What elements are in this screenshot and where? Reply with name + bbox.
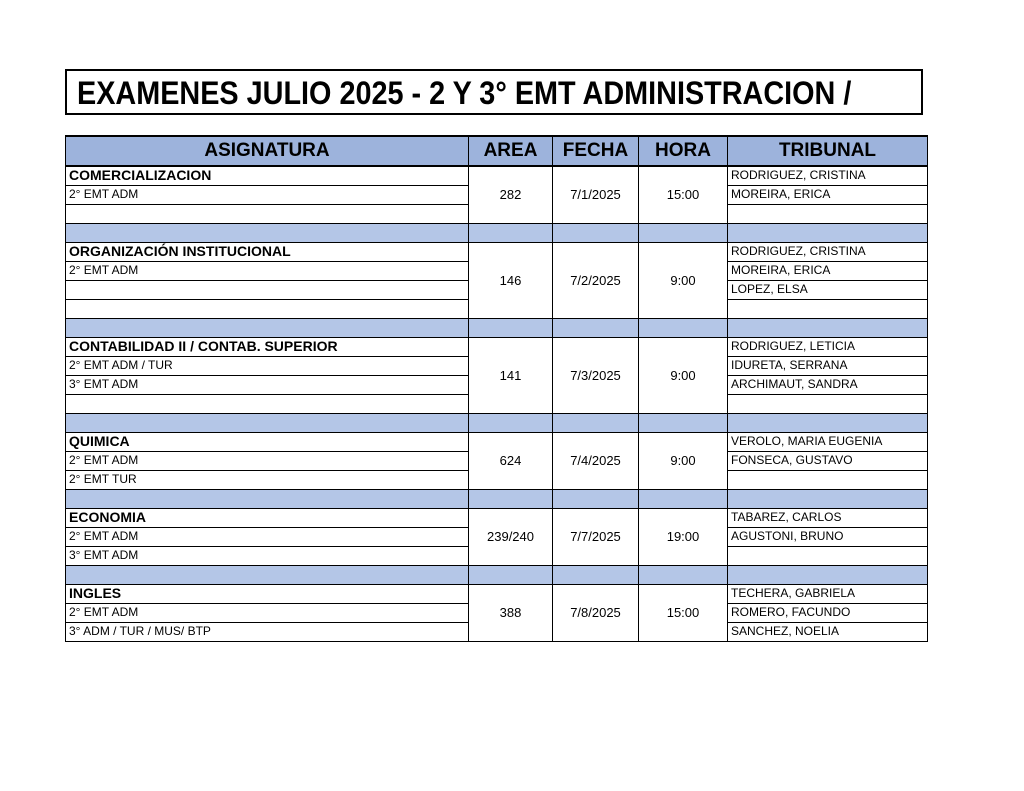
separator-cell xyxy=(728,223,928,242)
table-row xyxy=(66,584,928,603)
table-row xyxy=(66,242,928,261)
separator-cell xyxy=(553,489,639,508)
date-value: 7/1/2025 xyxy=(553,166,639,223)
group-name: 2° EMT ADM xyxy=(66,451,469,470)
separator-cell xyxy=(728,318,928,337)
tribunal-member: RODRIGUEZ, LETICIA xyxy=(728,337,928,356)
column-header-area: AREA xyxy=(469,136,553,166)
tribunal-member: SANCHEZ, NOELIA xyxy=(728,622,928,641)
separator-cell xyxy=(639,489,728,508)
date-value: 7/7/2025 xyxy=(553,508,639,565)
group-name: 2° EMT ADM xyxy=(66,527,469,546)
exam-table-body xyxy=(66,166,928,641)
group-name: 2° EMT TUR xyxy=(66,470,469,489)
date-value: 7/4/2025 xyxy=(553,432,639,489)
area-value: 141 xyxy=(469,337,553,413)
empty-cell xyxy=(66,280,469,299)
group-name: 2° EMT ADM xyxy=(66,185,469,204)
separator-cell xyxy=(469,489,553,508)
table-row xyxy=(66,508,928,527)
separator-cell xyxy=(66,223,469,242)
column-header-hora: HORA xyxy=(639,136,728,166)
separator-row xyxy=(66,565,928,584)
time-value: 9:00 xyxy=(639,337,728,413)
empty-cell xyxy=(728,394,928,413)
group-name: 3° EMT ADM xyxy=(66,546,469,565)
subject-name: INGLES xyxy=(66,584,469,603)
separator-row xyxy=(66,413,928,432)
date-value: 7/3/2025 xyxy=(553,337,639,413)
separator-cell xyxy=(728,489,928,508)
group-name: 2° EMT ADM xyxy=(66,603,469,622)
tribunal-member: LOPEZ, ELSA xyxy=(728,280,928,299)
area-value: 388 xyxy=(469,584,553,641)
separator-cell xyxy=(728,565,928,584)
separator-row xyxy=(66,489,928,508)
tribunal-member: AGUSTONI, BRUNO xyxy=(728,527,928,546)
empty-cell xyxy=(66,394,469,413)
separator-cell xyxy=(639,565,728,584)
tribunal-member: TABAREZ, CARLOS xyxy=(728,508,928,527)
separator-cell xyxy=(469,565,553,584)
time-value: 15:00 xyxy=(639,166,728,223)
table-row xyxy=(66,432,928,451)
tribunal-member: MOREIRA, ERICA xyxy=(728,261,928,280)
tribunal-member: TECHERA, GABRIELA xyxy=(728,584,928,603)
time-value: 15:00 xyxy=(639,584,728,641)
separator-cell xyxy=(553,565,639,584)
separator-cell xyxy=(728,413,928,432)
tribunal-member: MOREIRA, ERICA xyxy=(728,185,928,204)
separator-cell xyxy=(66,413,469,432)
date-value: 7/8/2025 xyxy=(553,584,639,641)
tribunal-member: IDURETA, SERRANA xyxy=(728,356,928,375)
separator-cell xyxy=(469,413,553,432)
time-value: 9:00 xyxy=(639,242,728,318)
subject-name: ORGANIZACIÓN INSTITUCIONAL xyxy=(66,242,469,261)
tribunal-member: RODRIGUEZ, CRISTINA xyxy=(728,166,928,185)
separator-cell xyxy=(469,318,553,337)
tribunal-member: ROMERO, FACUNDO xyxy=(728,603,928,622)
separator-cell xyxy=(553,413,639,432)
separator-cell xyxy=(66,318,469,337)
area-value: 282 xyxy=(469,166,553,223)
separator-cell xyxy=(639,223,728,242)
area-value: 624 xyxy=(469,432,553,489)
group-name: 3° EMT ADM xyxy=(66,375,469,394)
empty-cell xyxy=(66,299,469,318)
empty-cell xyxy=(66,204,469,223)
tribunal-member: ARCHIMAUT, SANDRA xyxy=(728,375,928,394)
area-value: 146 xyxy=(469,242,553,318)
time-value: 9:00 xyxy=(639,432,728,489)
subject-name: CONTABILIDAD II / CONTAB. SUPERIOR xyxy=(66,337,469,356)
separator-row xyxy=(66,223,928,242)
table-row xyxy=(66,166,928,185)
page-title: EXAMENES JULIO 2025 - 2 Y 3° EMT ADMINISTRACION / xyxy=(77,75,852,111)
page-title-box xyxy=(65,69,923,115)
group-name: 2° EMT ADM xyxy=(66,261,469,280)
separator-cell xyxy=(66,565,469,584)
tribunal-member: FONSECA, GUSTAVO xyxy=(728,451,928,470)
table-row xyxy=(66,337,928,356)
subject-name: ECONOMIA xyxy=(66,508,469,527)
group-name: 3° ADM / TUR / MUS/ BTP xyxy=(66,622,469,641)
empty-cell xyxy=(728,470,928,489)
empty-cell xyxy=(728,299,928,318)
column-header-tribunal: TRIBUNAL xyxy=(728,136,928,166)
separator-cell xyxy=(639,413,728,432)
tribunal-member: RODRIGUEZ, CRISTINA xyxy=(728,242,928,261)
separator-cell xyxy=(553,318,639,337)
exam-schedule-table xyxy=(65,135,928,642)
separator-cell xyxy=(553,223,639,242)
separator-row xyxy=(66,318,928,337)
date-value: 7/2/2025 xyxy=(553,242,639,318)
tribunal-member: VEROLO, MARIA EUGENIA xyxy=(728,432,928,451)
separator-cell xyxy=(66,489,469,508)
separator-cell xyxy=(469,223,553,242)
group-name: 2° EMT ADM / TUR xyxy=(66,356,469,375)
empty-cell xyxy=(728,546,928,565)
empty-cell xyxy=(728,204,928,223)
column-header-fecha: FECHA xyxy=(553,136,639,166)
time-value: 19:00 xyxy=(639,508,728,565)
column-header-asignatura: ASIGNATURA xyxy=(66,136,469,166)
subject-name: COMERCIALIZACION xyxy=(66,166,469,185)
subject-name: QUIMICA xyxy=(66,432,469,451)
area-value: 239/240 xyxy=(469,508,553,565)
table-header-row xyxy=(66,136,928,166)
separator-cell xyxy=(639,318,728,337)
